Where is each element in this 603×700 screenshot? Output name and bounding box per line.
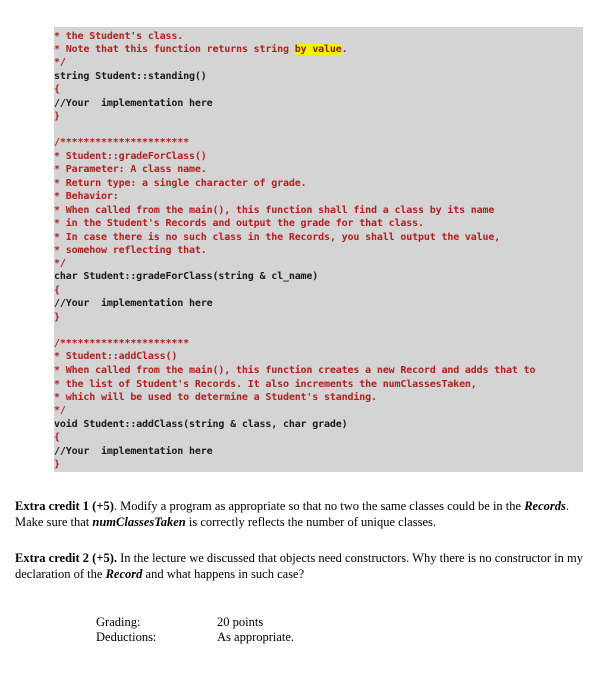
code-line: /********************** <box>54 338 190 349</box>
code-line: */ <box>54 405 66 416</box>
code-line: * the Student's class. <box>54 31 184 42</box>
code-line: * When called from the main(), this function creates a new Record and adds that to <box>54 365 536 376</box>
code-line: * In case there is no such class in the Records, you shall output the value, <box>54 232 501 243</box>
code-line: * Behavior: <box>54 191 119 202</box>
code-line: * Student::gradeForClass() <box>54 151 207 162</box>
grading-label: Grading: <box>96 615 141 629</box>
code-line: * the list of Student's Records. It also increments the numClassesTaken, <box>54 379 477 390</box>
highlighted-text: by value <box>294 44 342 55</box>
code-line: */ <box>54 258 66 269</box>
code-line: //Your implementation here <box>54 98 213 109</box>
code-line: //Your implementation here <box>54 446 213 457</box>
code-line: * Student::addClass() <box>54 351 178 362</box>
code-line: * Note that this function returns string by value. <box>54 44 348 55</box>
code-line: * somehow reflecting that. <box>54 245 207 256</box>
grading-value: 20 points <box>217 615 264 629</box>
code-line: void Student::addClass(string & class, char grade) <box>54 419 348 430</box>
code-line: * Return type: a single character of grade. <box>54 178 307 189</box>
code-line: /********************** <box>54 137 190 148</box>
code-line: } <box>54 111 60 122</box>
deductions-value: As appropriate. <box>217 630 295 644</box>
code-line: * When called from the main(), this function shall find a class by its name <box>54 205 495 216</box>
code-line: } <box>54 312 60 323</box>
code-line: } <box>54 459 60 470</box>
code-line: */ <box>54 57 66 68</box>
code-line: { <box>54 285 60 296</box>
code-line: string Student::standing() <box>54 71 207 82</box>
deductions-label: Deductions: <box>96 630 157 644</box>
extra-credit-2: Extra credit 2 (+5). In the lecture we discussed that objects need constructors. Why there is no constructor in my declaration of the Record and what happens in such case? <box>15 551 583 581</box>
code-line: char Student::gradeForClass(string & cl_name) <box>54 271 319 282</box>
code-line: { <box>54 432 60 443</box>
code-line: { <box>54 84 60 95</box>
code-line: * in the Student's Records and output the grade for that class. <box>54 218 424 229</box>
code-line: * which will be used to determine a Student's standing. <box>54 392 377 403</box>
code-line: * Parameter: A class name. <box>54 164 207 175</box>
code-block <box>54 27 583 472</box>
code-line: //Your implementation here <box>54 298 213 309</box>
extra-credit-1: Extra credit 1 (+5). Modify a program as appropriate so that no two the same classes could be in the Records. Make sure that numClassesTaken is correctly reflects the number of unique classes. <box>15 499 569 529</box>
